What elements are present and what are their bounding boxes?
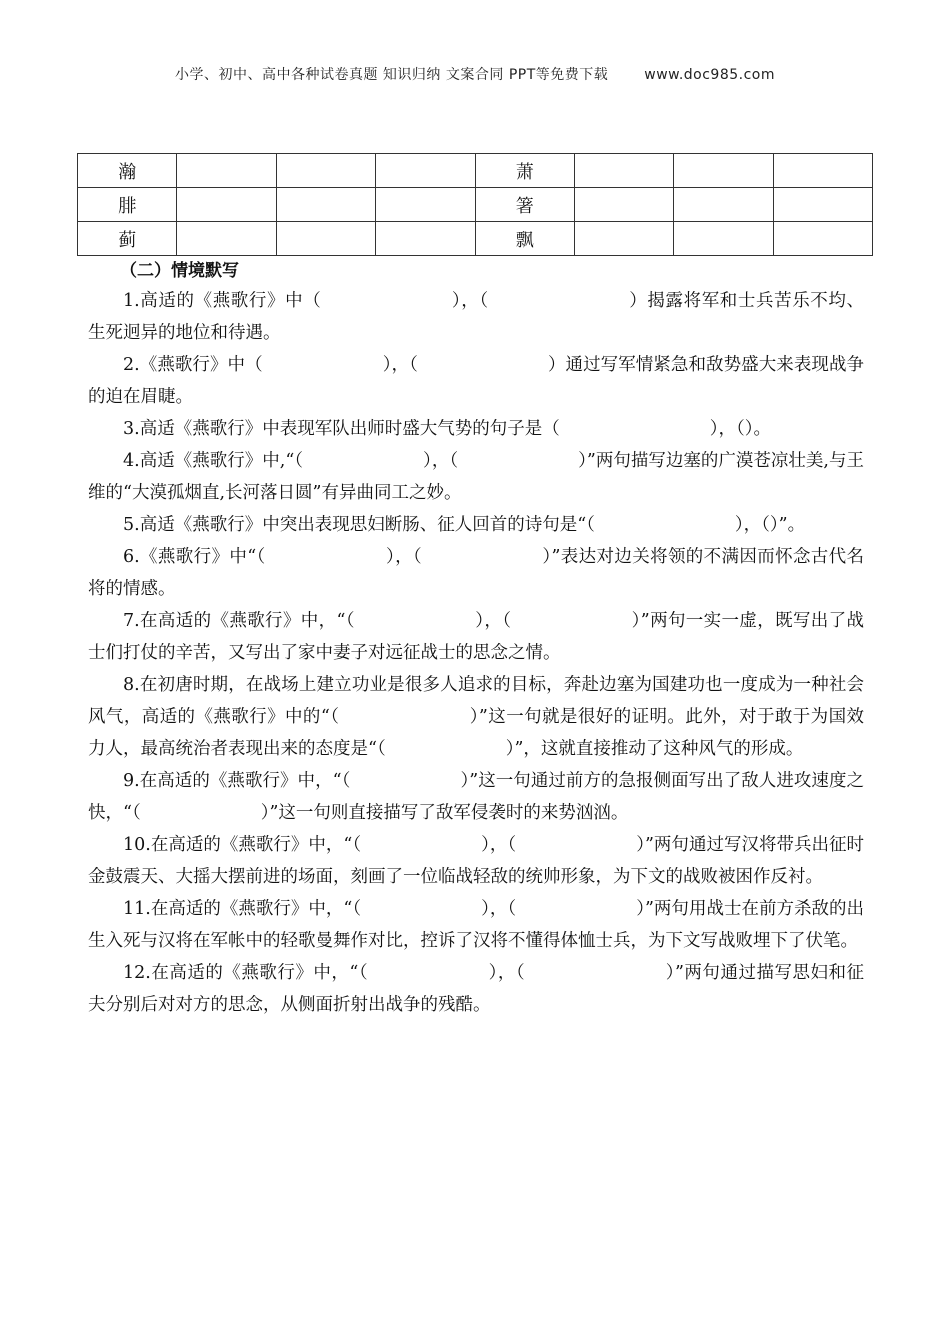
question-item — [88, 957, 864, 1021]
answer-cell[interactable] — [276, 154, 375, 188]
table-row — [78, 188, 873, 222]
question-text: ）”两句通过写汉将带兵出征时金鼓震天、大摇大摆前进的场面，刻画了一位临战轻敌的统帅形象，为下文的战败被困作反衬。 — [88, 835, 865, 887]
question-item — [88, 509, 864, 541]
question-text: 7.在高适的《燕歌行》中，“（ — [123, 611, 355, 631]
question-text: 3.高适《燕歌行》中表现军队出师时盛大气势的句子是（ — [123, 419, 560, 439]
question-item — [88, 445, 864, 509]
question-text: ），（ — [451, 291, 489, 311]
question-text: 6.《燕歌行》中“（ — [123, 547, 266, 567]
char-cell: 腓 — [78, 188, 177, 222]
question-text: 2.《燕歌行》中（ — [123, 355, 263, 375]
question-text: ）”。 — [769, 515, 806, 535]
question-text: ），（ — [481, 899, 517, 919]
question-text: 12.在高适的《燕歌行》中，“（ — [123, 963, 369, 983]
section-title: （二）情境默写 — [120, 261, 239, 281]
question-item — [88, 605, 864, 669]
table-row — [78, 154, 873, 188]
question-text: ），（ — [488, 963, 526, 983]
answer-cell[interactable] — [276, 222, 375, 256]
questions-list — [88, 285, 864, 1021]
question-item — [88, 765, 864, 829]
question-text: 5.高适《燕歌行》中突出表现思妇断肠、征人回首的诗句是“（ — [123, 515, 595, 535]
answer-cell[interactable] — [574, 154, 673, 188]
answer-cell[interactable] — [376, 188, 475, 222]
question-text: ），（ — [709, 419, 745, 439]
question-text: ）”，这就直接推动了这种风气的形成。 — [505, 739, 804, 759]
answer-cell[interactable] — [773, 154, 872, 188]
answer-cell[interactable] — [177, 188, 276, 222]
question-text: 4.高适《燕歌行》中,“（ — [123, 451, 304, 471]
answer-cell[interactable] — [773, 222, 872, 256]
answer-cell[interactable] — [674, 222, 773, 256]
question-text: ），（ — [734, 515, 770, 535]
question-text: ）”这一句通过前方的急报侧面写出了敌人进攻速度之快，“（ — [88, 771, 864, 823]
header-text: 小学、初中、高中各种试卷真题 知识归纳 文案合同 PPT等免费下载 — [174, 67, 609, 83]
answer-cell[interactable] — [574, 222, 673, 256]
question-text: ），（ — [382, 355, 418, 375]
question-text: ），（ — [423, 451, 459, 471]
question-text: ）”表达对边关将领的不满因而怀念古代名将的情感。 — [88, 547, 865, 599]
question-text: ），（ — [385, 547, 423, 567]
question-text: ），（ — [481, 835, 517, 855]
answer-cell[interactable] — [674, 188, 773, 222]
char-cell: 瀚 — [78, 154, 177, 188]
question-text: 11.在高适的《燕歌行》中，“（ — [123, 899, 362, 919]
question-text: 1.高适的《燕歌行》中（ — [123, 291, 322, 311]
question-text: 8.在初唐时期，在战场上建立功业是很多人追求的目标，奔赴边塞为国建功也一度成为一种社会风气，高适的《燕歌行》中的“（ — [88, 675, 864, 727]
question-text: ）。 — [744, 419, 771, 439]
question-item — [88, 349, 864, 413]
question-text: ）揭露将军和士兵苦乐不均、生死迥异的地位和待遇。 — [88, 291, 865, 343]
question-text: ）”两句一实一虚，既写出了战士们打仗的辛苦，又写出了家中妻子对远征战士的思念之情。 — [88, 611, 865, 663]
answer-cell[interactable] — [177, 154, 276, 188]
page-header — [0, 64, 950, 84]
question-text: 10.在高适的《燕歌行》中，“（ — [123, 835, 362, 855]
question-text: ）”两句描写边塞的广漠苍凉壮美,与王维的“大漠孤烟直,长河落日圆”有异曲同工之妙。 — [88, 451, 864, 503]
answer-cell[interactable] — [376, 222, 475, 256]
question-item — [88, 893, 864, 957]
question-item — [88, 413, 864, 445]
header-url[interactable]: www.doc985.com — [644, 67, 776, 83]
answer-cell[interactable] — [574, 188, 673, 222]
table-row — [78, 222, 873, 256]
question-item — [88, 541, 864, 605]
answer-cell[interactable] — [376, 154, 475, 188]
question-item — [88, 669, 864, 765]
question-text: ）”这一句则直接描写了敌军侵袭时的来势汹汹。 — [260, 803, 629, 823]
question-text: ）”两句通过描写思妇和征夫分别后对对方的思念，从侧面折射出战争的残酷。 — [88, 963, 865, 1015]
answer-cell[interactable] — [276, 188, 375, 222]
question-item — [88, 285, 864, 349]
char-cell: 箸 — [475, 188, 574, 222]
question-text: 9.在高适的《燕歌行》中，“（ — [123, 771, 351, 791]
char-cell: 萧 — [475, 154, 574, 188]
question-text: ），（ — [474, 611, 512, 631]
character-table — [77, 153, 873, 256]
question-text: ）通过写军情紧急和敌势盛大来表现战争的迫在眉睫。 — [88, 355, 865, 407]
char-cell: 蓟 — [78, 222, 177, 256]
answer-cell[interactable] — [773, 188, 872, 222]
question-text: ）”两句用战士在前方杀敌的出生入死与汉将在军帐中的轻歌曼舞作对比，控诉了汉将不懂得体恤士兵，为下文写战败埋下了伏笔。 — [88, 899, 865, 951]
char-cell: 飘 — [475, 222, 574, 256]
answer-cell[interactable] — [177, 222, 276, 256]
answer-cell[interactable] — [674, 154, 773, 188]
question-text: ）”这一句就是很好的证明。此外，对于敢于为国效力人，最高统治者表现出来的态度是“（ — [88, 707, 864, 759]
question-item — [88, 829, 864, 893]
